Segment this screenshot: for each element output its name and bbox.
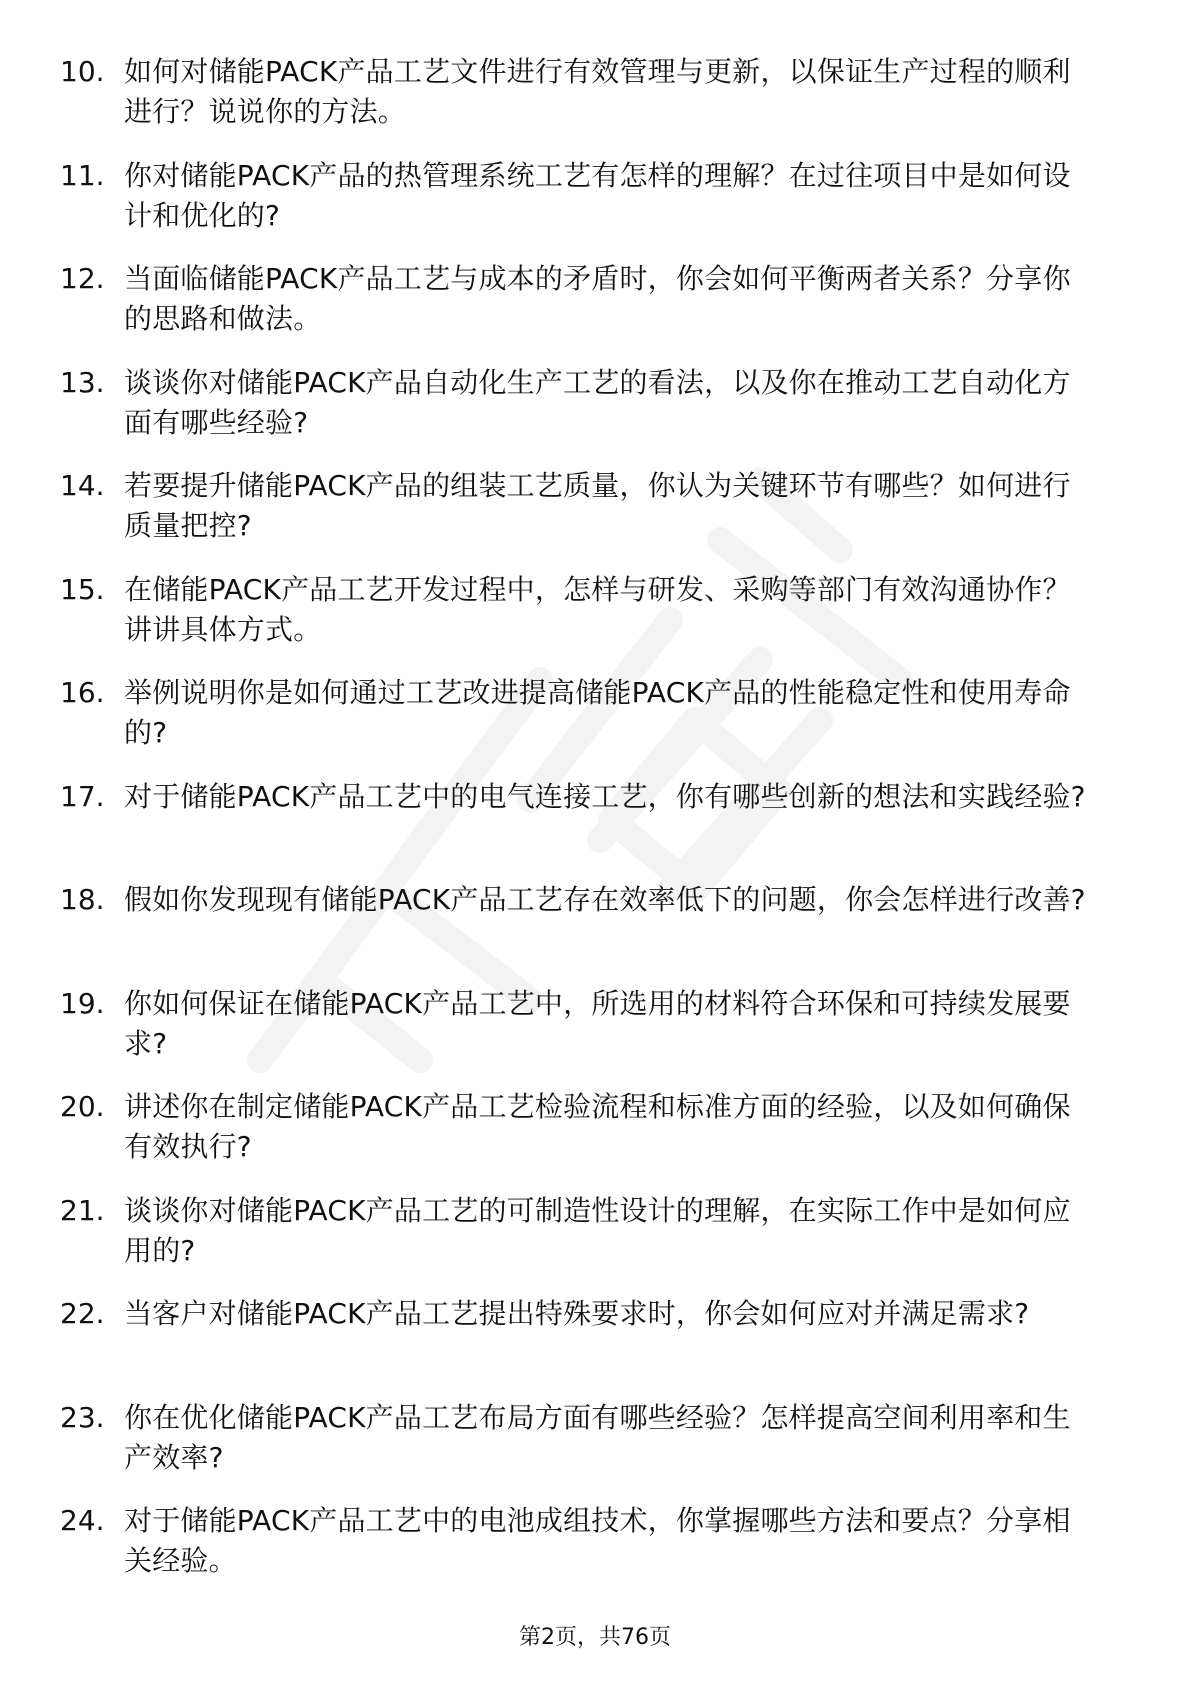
- question-text: 若要提升储能PACK产品的组装工艺质量，你认为关键环节有哪些？如何进行质量把控?: [124, 469, 1071, 542]
- list-item: [60, 1191, 1090, 1295]
- list-item: [60, 363, 1090, 467]
- question-text: 当面临储能PACK产品工艺与成本的矛盾时，你会如何平衡两者关系？分享你的思路和做法。: [124, 262, 1071, 335]
- question-text: 对于储能PACK产品工艺中的电气连接工艺，你有哪些创新的想法和实践经验?: [124, 779, 1086, 813]
- question-number: 24.: [60, 1504, 105, 1537]
- question-number: 21.: [60, 1193, 105, 1227]
- list-item: [60, 1501, 1090, 1605]
- list-item: [60, 466, 1090, 570]
- question-number: 15.: [60, 572, 105, 606]
- question-text: 举例说明你是如何通过工艺改进提高储能PACK产品的性能稳定性和使用寿命的?: [124, 676, 1071, 749]
- question-text: 如何对储能PACK产品工艺文件进行有效管理与更新，以保证生产过程的顺利进行？说说你的方法。: [124, 55, 1071, 128]
- list-item: [60, 1294, 1090, 1398]
- question-number: 19.: [60, 986, 105, 1020]
- list-item: [60, 1087, 1090, 1191]
- question-text: 你在优化储能PACK产品工艺布局方面有哪些经验？怎样提高空间利用率和生产效率?: [124, 1400, 1071, 1474]
- page-footer: [0, 1624, 1190, 1652]
- question-text: 当客户对储能PACK产品工艺提出特殊要求时，你会如何应对并满足需求?: [124, 1297, 1030, 1330]
- question-text: 你对储能PACK产品的热管理系统工艺有怎样的理解？在过往项目中是如何设计和优化的?: [124, 158, 1071, 232]
- question-number: 16.: [60, 676, 105, 709]
- question-number: 23.: [60, 1400, 105, 1434]
- question-list: [60, 52, 1090, 1605]
- list-item: [60, 52, 1090, 156]
- question-number: 10.: [60, 55, 105, 88]
- question-text: 讲述你在制定储能PACK产品工艺检验流程和标准方面的经验，以及如何确保有效执行?: [124, 1090, 1071, 1163]
- question-text: 谈谈你对储能PACK产品自动化生产工艺的看法，以及你在推动工艺自动化方面有哪些经验?: [124, 365, 1071, 439]
- question-text: 你如何保证在储能PACK产品工艺中，所选用的材料符合环保和可持续发展要求?: [124, 986, 1071, 1060]
- list-item: [60, 156, 1090, 260]
- question-number: 18.: [60, 883, 105, 916]
- question-text: 谈谈你对储能PACK产品工艺的可制造性设计的理解，在实际工作中是如何应用的?: [124, 1193, 1071, 1267]
- question-number: 12.: [60, 262, 105, 295]
- list-item: [60, 777, 1090, 881]
- question-number: 11.: [60, 158, 105, 192]
- question-number: 22.: [60, 1297, 105, 1330]
- question-number: 14.: [60, 469, 105, 502]
- question-text: 假如你发现现有储能PACK产品工艺存在效率低下的问题，你会怎样进行改善?: [124, 883, 1086, 916]
- list-item: [60, 984, 1090, 1088]
- question-text: 对于储能PACK产品工艺中的电池成组技术，你掌握哪些方法和要点？分享相关经验。: [124, 1504, 1071, 1577]
- list-item: [60, 1398, 1090, 1502]
- list-item: [60, 880, 1090, 984]
- question-number: 17.: [60, 779, 105, 813]
- list-item: [60, 259, 1090, 363]
- list-item: [60, 673, 1090, 777]
- question-text: 在储能PACK产品工艺开发过程中，怎样与研发、采购等部门有效沟通协作？讲讲具体方式。: [124, 572, 1071, 646]
- question-number: 13.: [60, 365, 105, 399]
- question-number: 20.: [60, 1090, 105, 1123]
- list-item: [60, 570, 1090, 674]
- page-number-label: 第2页，共76页: [519, 1625, 671, 1650]
